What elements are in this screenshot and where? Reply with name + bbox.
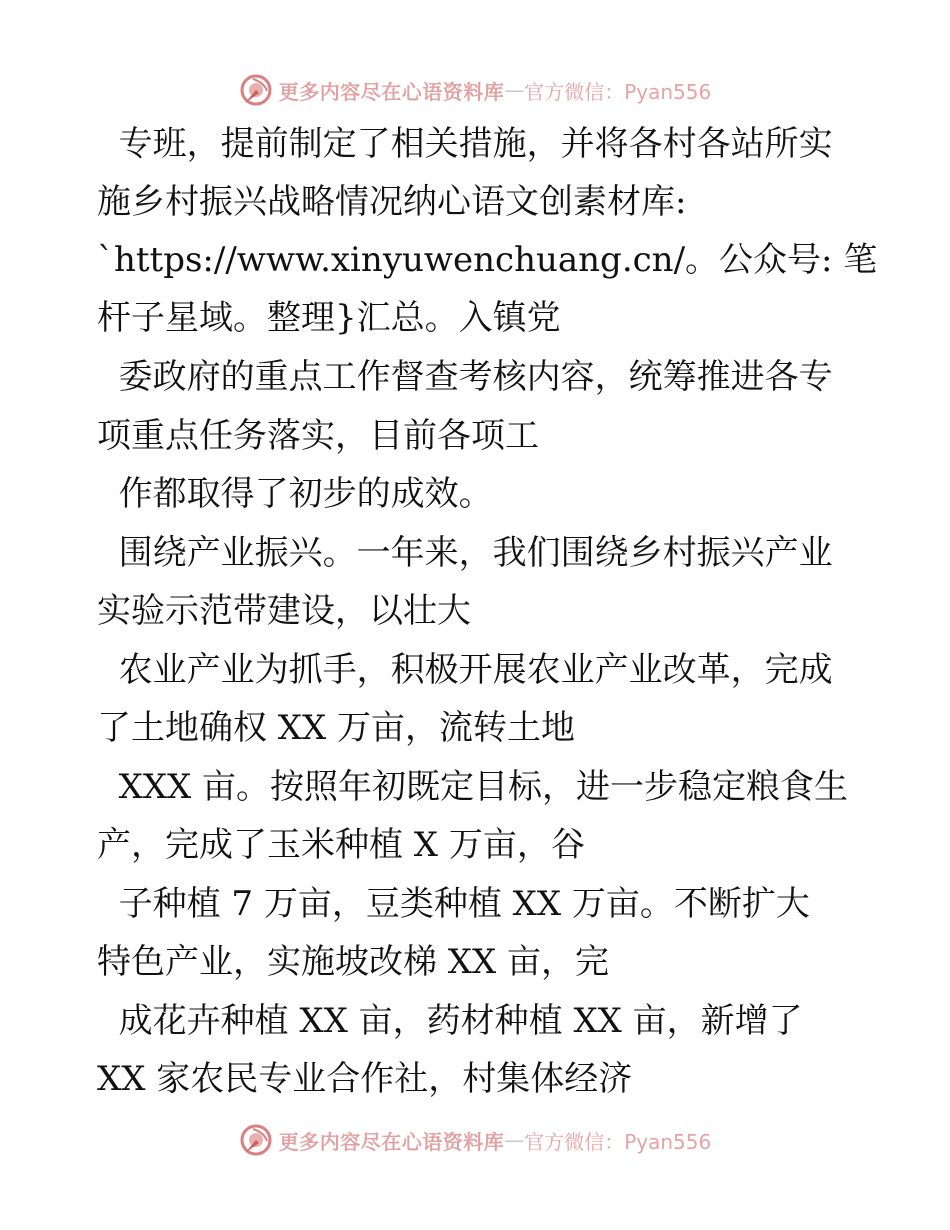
banner-separator: — bbox=[504, 78, 525, 102]
body-line: 了土地确权 XX 万亩，流转土地 bbox=[97, 708, 576, 748]
body-line: 围绕产业振兴。一年来，我们围绕乡村振兴产业 bbox=[97, 533, 833, 573]
body-line: 作都取得了初步的成效。 bbox=[97, 474, 493, 514]
body-line: 杆子星域。整理}汇总。入镇党 bbox=[97, 298, 561, 338]
header-watermark bbox=[0, 72, 950, 108]
footer-watermark bbox=[0, 1122, 950, 1158]
body-line: 特色产业，实施坡改梯 XX 亩，完 bbox=[97, 942, 610, 982]
banner-wechat-text: 官方微信：Pyan556 bbox=[524, 79, 712, 104]
body-line: 农业产业为抓手，积极开展农业产业改革，完成 bbox=[97, 650, 833, 690]
pen-logo-icon bbox=[239, 1123, 273, 1157]
banner-brand-text: 更多内容尽在心语资料库 bbox=[278, 1129, 505, 1154]
body-line: XXX 亩。按照年初既定目标，进一步稳定粮食生 bbox=[97, 767, 849, 807]
body-line: XX 家农民专业合作社，村集体经济 bbox=[97, 1059, 633, 1099]
body-line: 委政府的重点工作督查考核内容，统筹推进各专 bbox=[97, 357, 833, 397]
banner-brand-text: 更多内容尽在心语资料库 bbox=[278, 79, 505, 104]
body-line: 专班，提前制定了相关措施，并将各村各站所实 bbox=[97, 124, 833, 164]
body-line: `https://www.xinyuwenchuang.cn/。公众号: 笔 bbox=[97, 240, 878, 280]
body-line: 成花卉种植 XX 亩，药材种植 XX 亩，新增了 bbox=[97, 1001, 803, 1041]
pen-logo-icon bbox=[239, 73, 273, 107]
body-line: 施乡村振兴战略情况纳心语文创素材库: bbox=[97, 182, 687, 222]
body-line: 项重点任务落实，目前各项工 bbox=[97, 416, 539, 456]
banner-separator: — bbox=[504, 1128, 525, 1152]
body-line: 子种植 7 万亩，豆类种植 XX 万亩。不断扩大 bbox=[97, 884, 810, 924]
body-line: 产，完成了玉米种植 X 万亩，谷 bbox=[97, 825, 585, 865]
banner-wechat-text: 官方微信：Pyan556 bbox=[524, 1129, 712, 1154]
body-line: 实验示范带建设，以壮大 bbox=[97, 591, 471, 631]
